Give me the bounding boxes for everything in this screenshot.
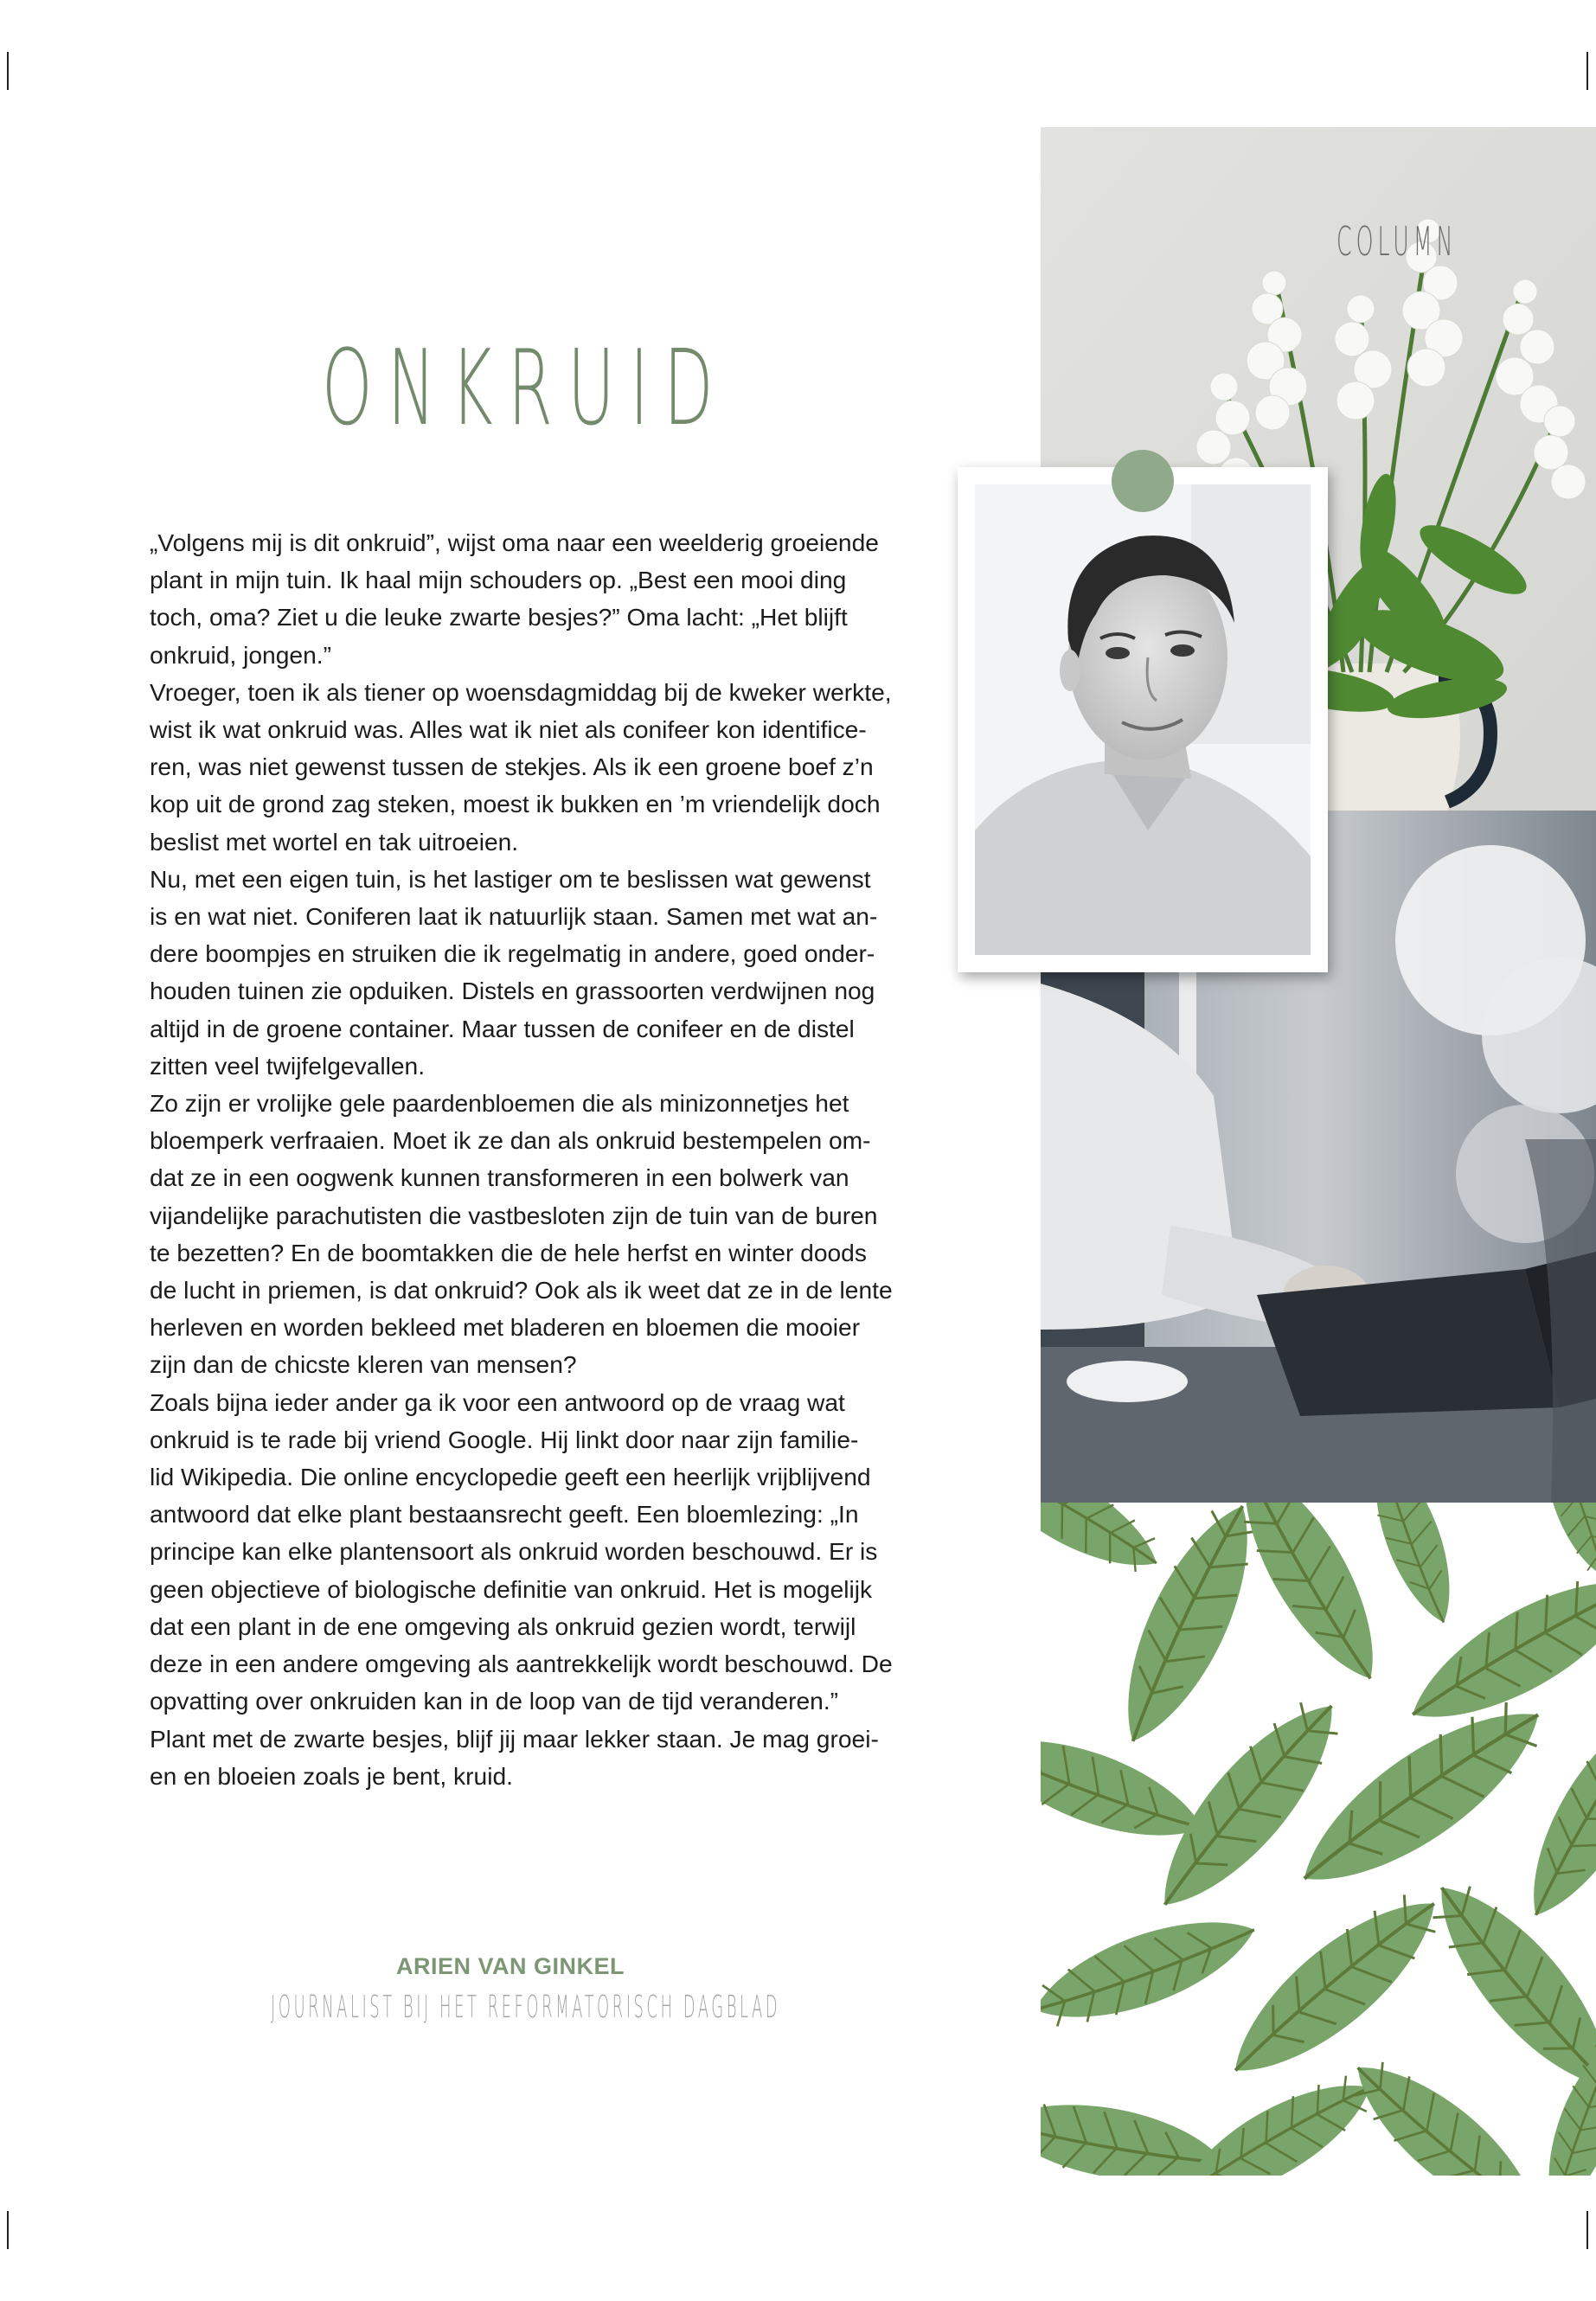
body-line: bloemperk verfraaien. Moet ik ze dan als onkruid bestempelen om- xyxy=(150,1126,871,1155)
body-line: dat een plant in de ene omgeving als onkruid gezien wordt, terwijl xyxy=(150,1612,856,1640)
crop-mark-bottom-left xyxy=(7,2211,9,2249)
body-line: en en bloeien zoals je bent, kruid. xyxy=(150,1761,513,1790)
body-line: deze in een andere omgeving als aantrekkelijk wordt beschouwd. De xyxy=(150,1650,893,1678)
body-line: herleven en worden bekleed met bladeren en bloemen die mooier xyxy=(150,1313,861,1342)
body-line: „Volgens mij is dit onkruid”, wijst oma naar een weelderig groeiende xyxy=(150,529,879,556)
body-line: beslist met wortel en tak uitroeien. xyxy=(150,827,519,856)
author-portrait-illustration xyxy=(975,484,1311,955)
body-line: vijandelijke parachutisten die vastbesloten zijn de tuin van de buren xyxy=(150,1201,878,1229)
body-line: onkruid, jongen.” xyxy=(150,640,331,669)
body-line: wist ik wat onkruid was. Alles wat ik niet als conifeer kon identifice- xyxy=(150,715,867,744)
body-line: dere boompjes en struiken die ik regelmatig in andere, goed onder- xyxy=(150,939,875,968)
body-line: geen objectieve of biologische definitie van onkruid. Het is mogelijk xyxy=(150,1574,873,1603)
body-line: Zoals bijna ieder ander ga ik voor een antwoord op de vraag wat xyxy=(150,1388,845,1416)
body-line: onkruid is te rade bij vriend Google. Hij linkt door naar zijn familie- xyxy=(150,1425,859,1453)
body-line: zijn dan de chicste kleren van mensen? xyxy=(150,1350,577,1379)
author-portrait xyxy=(975,484,1311,955)
body-line: lid Wikipedia. Die online encyclopedie geeft een heerlijk vrijblijvend xyxy=(150,1463,871,1491)
body-line: plant in mijn tuin. Ik haal mijn schouders op. „Best een mooi ding xyxy=(150,566,847,594)
body-line: te bezetten? En de boomtakken die de hele herfst en winter doods xyxy=(150,1238,867,1266)
body-line: principe kan elke plantensoort als onkruid worden beschouwd. Er is xyxy=(150,1537,878,1566)
body-line: dat ze in een oogwenk kunnen transformeren in een bolwerk van xyxy=(150,1163,849,1192)
leaf-pattern-illustration xyxy=(1041,1503,1596,2176)
section-label: COLUMN xyxy=(1336,218,1458,265)
leaf-pattern xyxy=(1041,1503,1596,2176)
body-line: Plant met de zwarte besjes, blijf jij maar lekker staan. Je mag groei- xyxy=(150,1724,879,1753)
body-line: Vroeger, toen ik als tiener op woensdagmiddag bij de kweker werkte, xyxy=(150,677,892,706)
body-line: zitten veel twijfelgevallen. xyxy=(150,1051,426,1080)
body-line: kop uit de grond zag steken, moest ik bukken en ’m vriendelijk doch xyxy=(150,790,881,818)
body-line: antwoord dat elke plant bestaansrecht geeft. Een bloemlezing: „In xyxy=(150,1500,859,1529)
author-role: JOURNALIST BIJ HET REFORMATORISCH DAGBLAD xyxy=(271,1990,781,2025)
body-line: de lucht in priemen, is dat onkruid? Ook als ik weet dat ze in de lente xyxy=(150,1276,893,1304)
body-line: toch, oma? Ziet u die leuke zwarte besjes?” Oma lacht: „Het blijft xyxy=(150,603,848,631)
article-body xyxy=(150,524,902,1795)
author-name: ARIEN VAN GINKEL xyxy=(395,1953,625,1979)
body-line: altijd in de groene container. Maar tussen de conifeer en de distel xyxy=(150,1014,855,1042)
crop-mark-bottom-right xyxy=(1586,2211,1588,2249)
body-line: ren, was niet gewenst tussen de stekjes. Als ik een groene boef z’n xyxy=(150,753,874,781)
body-line: Nu, met een eigen tuin, is het lastiger om te beslissen wat gewenst xyxy=(150,864,871,893)
body-line: opvatting over onkruiden kan in de loop van de tijd veranderen.” xyxy=(150,1687,839,1715)
body-line: is en wat niet. Coniferen laat ik natuurlijk staan. Samen met wat an- xyxy=(150,902,878,931)
body-line: houden tuinen zie opduiken. Distels en grassoorten verdwijnen nog xyxy=(150,977,875,1005)
body-line: Zo zijn er vrolijke gele paardenbloemen die als minizonnetjes het xyxy=(150,1089,849,1118)
page-title: ONKRUID xyxy=(322,329,728,449)
pin-dot xyxy=(1112,450,1174,512)
crop-mark-top-right xyxy=(1586,52,1588,90)
author-portrait-frame xyxy=(958,467,1328,972)
crop-mark-top-left xyxy=(7,52,9,90)
